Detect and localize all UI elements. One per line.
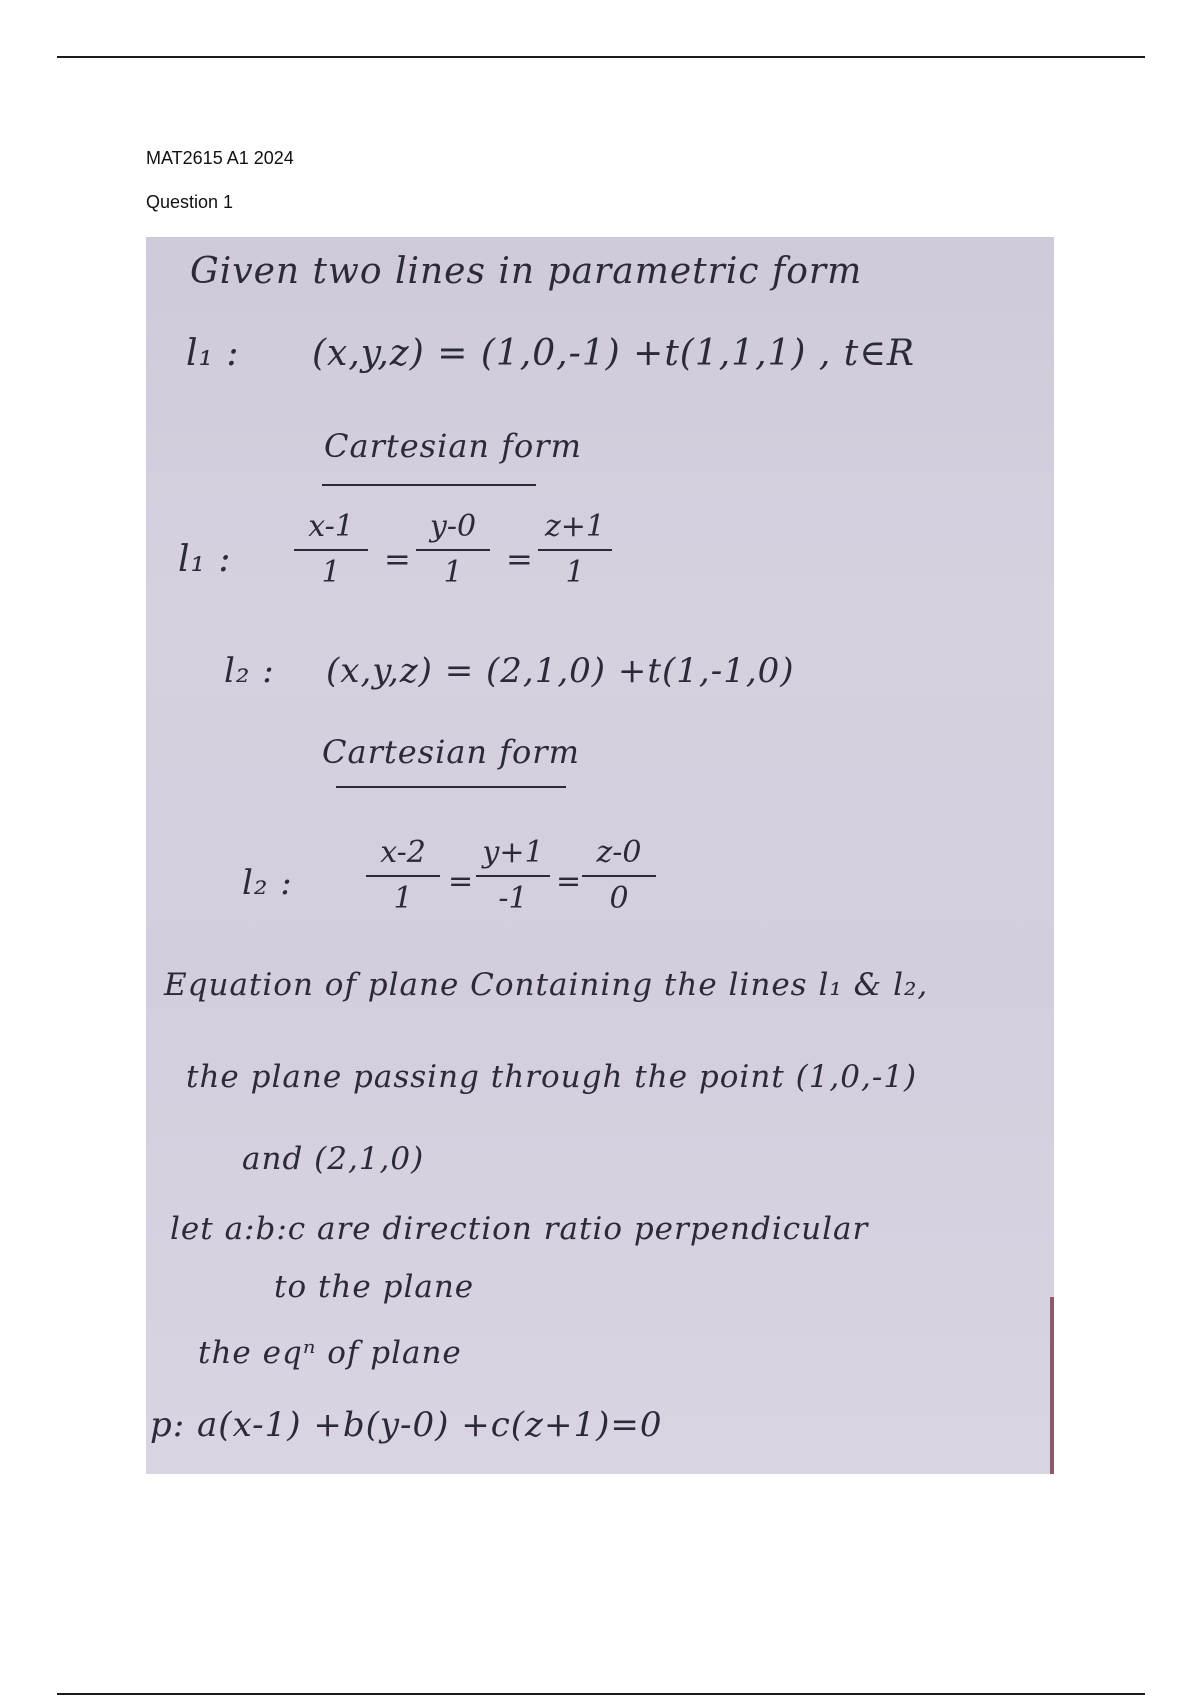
fraction-numerator: y-0 xyxy=(429,509,477,544)
fraction-bar xyxy=(416,549,490,551)
question-label: Question 1 xyxy=(146,192,234,212)
fraction-numerator: z+1 xyxy=(544,509,606,544)
l2-fraction-z xyxy=(582,833,656,919)
equals-sign: = xyxy=(448,864,475,899)
photo-edge xyxy=(1050,1297,1054,1474)
l2-fraction-x xyxy=(366,833,440,919)
cartesian-underline-1 xyxy=(322,484,536,486)
fraction-numerator: z-0 xyxy=(596,835,642,870)
header-rule xyxy=(57,56,1145,58)
l1-fraction-y xyxy=(416,507,490,593)
l1-fraction-z xyxy=(538,507,612,593)
l1-parametric: (x,y,z) = (1,0,-1) +t(1,1,1) , t∈R xyxy=(312,333,916,374)
fraction-denominator: 1 xyxy=(321,555,341,590)
fraction-numerator: y+1 xyxy=(482,835,544,870)
fraction-denominator: 1 xyxy=(565,555,585,590)
cartesian-underline-2 xyxy=(336,786,566,788)
equals-sign: = xyxy=(556,864,583,899)
l2-label: l₂ : xyxy=(224,651,275,691)
fraction-bar xyxy=(366,875,440,877)
fraction-denominator: -1 xyxy=(498,881,528,916)
fraction-numerator: x-2 xyxy=(380,835,426,870)
fraction-bar xyxy=(582,875,656,877)
intro-text: Given two lines in parametric form xyxy=(190,251,863,292)
footer-rule xyxy=(57,1693,1145,1695)
let-line-1: let a:b:c are direction ratio perpendicular xyxy=(170,1211,869,1247)
handwritten-photo xyxy=(146,237,1054,1474)
l2-fraction-y xyxy=(476,833,550,919)
fraction-denominator: 1 xyxy=(393,881,413,916)
l1-fraction-x xyxy=(294,507,368,593)
plane-heading: Equation of plane Containing the lines l₁ & l₂, xyxy=(164,967,929,1003)
fraction-bar xyxy=(538,549,612,551)
equation-of-plane-line: the eqⁿ of plane xyxy=(198,1335,462,1371)
fraction-denominator: 0 xyxy=(609,881,629,916)
plane-line-2: and (2,1,0) xyxy=(242,1141,425,1177)
fraction-bar xyxy=(294,549,368,551)
l2-parametric: (x,y,z) = (2,1,0) +t(1,-1,0) xyxy=(326,651,795,691)
fraction-denominator: 1 xyxy=(443,555,463,590)
plane-p-equation: p: a(x-1) +b(y-0) +c(z+1)=0 xyxy=(150,1405,663,1445)
equals-sign: = xyxy=(506,540,534,578)
cartesian-heading-2: Cartesian form xyxy=(322,733,580,771)
let-line-2: to the plane xyxy=(274,1269,475,1305)
l1-label: l₁ : xyxy=(186,333,240,374)
equals-sign: = xyxy=(384,540,412,578)
course-code: MAT2615 A1 2024 xyxy=(146,148,294,168)
fraction-bar xyxy=(476,875,550,877)
l1-cartesian-label: l₁ : xyxy=(178,539,232,580)
plane-line-1: the plane passing through the point (1,0,-1) xyxy=(186,1059,918,1095)
cartesian-heading-1: Cartesian form xyxy=(324,427,582,465)
fraction-numerator: x-1 xyxy=(308,509,354,544)
l2-cartesian-label: l₂ : xyxy=(242,863,293,903)
